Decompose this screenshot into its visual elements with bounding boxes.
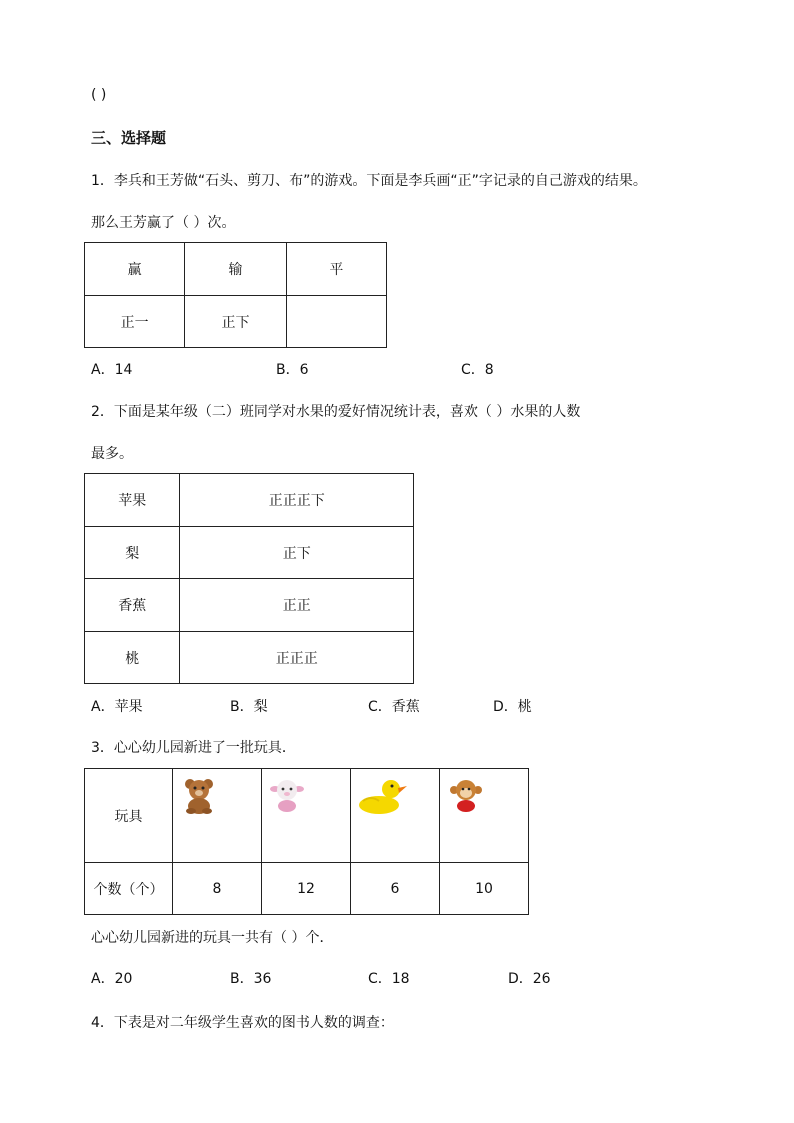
q2-option-c: C．香蕉 <box>368 699 420 715</box>
q1-header-win: 赢 <box>85 243 185 296</box>
q1-cell-lose: 正下 <box>185 296 286 348</box>
q2-option-d: D．桃 <box>493 699 532 715</box>
q3-option-c: C．18 <box>368 971 410 987</box>
q3-option-d: D．26 <box>508 971 551 987</box>
q3-count-cell: 8 <box>173 863 262 915</box>
monkey-icon <box>448 777 484 813</box>
q2-text-line2: 最多。 <box>91 446 133 462</box>
q2-tally-cell: 正正 <box>180 579 414 632</box>
q2-table <box>84 473 414 684</box>
q3-count-cell: 6 <box>351 863 440 915</box>
q4-text-line1: 4．下表是对二年级学生喜欢的图书人数的调查： <box>91 1015 394 1031</box>
q1-option-b: B．6 <box>276 362 309 378</box>
q1-header-lose: 输 <box>185 243 286 296</box>
q2-tally-cell: 正下 <box>180 527 414 579</box>
q2-fruit-cell: 梨 <box>85 527 180 579</box>
q1-table <box>84 242 387 348</box>
q1-text-line1: 1．李兵和王芳做“石头、剪刀、布”的游戏。下面是李兵画“正”字记录的自己游戏的结果。 <box>91 173 647 189</box>
q3-table <box>84 768 529 915</box>
q2-tally-cell: 正正正下 <box>180 474 414 527</box>
q3-text-line1: 3．心心幼儿园新进了一批玩具． <box>91 740 296 756</box>
q3-toy-cell <box>351 769 440 863</box>
q3-row2-label: 个数（个） <box>85 863 173 915</box>
rubber-duck-icon <box>357 777 409 815</box>
q3-question: 心心幼儿园新进的玩具一共有（ ）个． <box>91 930 334 946</box>
q3-toy-cell <box>173 769 262 863</box>
q3-count-cell: 12 <box>262 863 351 915</box>
section-title: 三、选择题 <box>91 129 167 147</box>
q3-option-a: A．20 <box>91 971 133 987</box>
q3-row1-label: 玩具 <box>85 769 173 863</box>
q1-header-draw: 平 <box>286 243 386 296</box>
q3-toy-cell <box>262 769 351 863</box>
q1-cell-win: 正一 <box>85 296 185 348</box>
q2-tally-cell: 正正正 <box>180 632 414 684</box>
q2-fruit-cell: 香蕉 <box>85 579 180 632</box>
top-answer-blank: ( ) <box>91 87 107 103</box>
q1-option-a: A．14 <box>91 362 133 378</box>
q1-option-c: C．8 <box>461 362 494 378</box>
q3-option-b: B．36 <box>230 971 272 987</box>
q2-fruit-cell: 桃 <box>85 632 180 684</box>
sheep-icon <box>268 777 306 813</box>
q2-option-b: B．梨 <box>230 699 268 715</box>
q1-text-line2: 那么王芳赢了（ ）次。 <box>91 215 236 231</box>
q2-text-line1: 2．下面是某年级（二）班同学对水果的爱好情况统计表，喜欢（ ）水果的人数 <box>91 404 581 420</box>
q3-toy-cell <box>440 769 529 863</box>
q1-cell-draw <box>286 296 386 348</box>
teddy-bear-icon <box>179 775 219 815</box>
q3-count-cell: 10 <box>440 863 529 915</box>
q2-option-a: A．苹果 <box>91 699 143 715</box>
q2-fruit-cell: 苹果 <box>85 474 180 527</box>
